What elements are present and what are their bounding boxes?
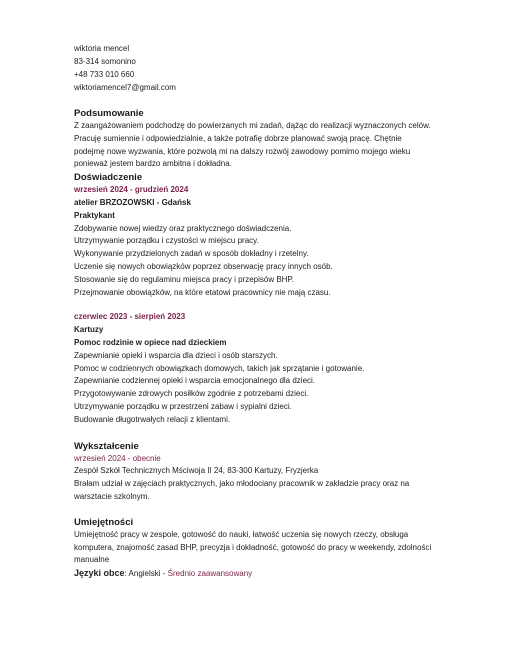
education-school: Zespół Szkół Technicznych Mściwoja II 24, 83-300 Kartuzy, Fryzjerka — [74, 466, 319, 476]
job-duty: Zapewnianie codziennej opieki i wsparcia emocjonalnego dla dzieci. — [74, 376, 316, 386]
language-name: Angielski — [128, 569, 161, 579]
job-entry — [74, 184, 434, 299]
job-employer: atelier BRZOZOWSKI - Gdańsk — [74, 197, 191, 207]
job-duty: Budowanie długotrwałych relacji z klientami. — [74, 414, 231, 424]
experience-title: Doświadczenie — [74, 172, 143, 184]
job-duty: Zapewnianie opieki i wsparcia dla dzieci i osób starszych. — [74, 350, 278, 360]
job-duty: Wykonywanie przydzielonych zadań w sposób dokładny i rzetelny. — [74, 249, 309, 259]
education-title: Wykształcenie — [74, 440, 139, 452]
education-line: warsztacie szkolnym. — [74, 491, 150, 501]
job-employer: Kartuzy — [74, 325, 104, 335]
job-duty: Przejmowanie obowiązków, na które etatowi pracownicy nie mają czasu. — [74, 287, 331, 297]
job-position: Praktykant — [74, 210, 115, 220]
contact-email: wiktoriamencel7@gmail.com — [74, 83, 176, 92]
languages-label: Języki obce — [74, 568, 125, 579]
job-duty: Zdobywanie nowej wiedzy oraz praktycznego doświadczenia. — [74, 223, 292, 233]
education-section — [74, 440, 434, 504]
job-duty: Pomoc w codziennych obowiązkach domowych, takich jak sprzątanie i gotowanie. — [74, 363, 365, 373]
summary-line: podejmę nowe wyzwania, które pozwolą mi na dalszy rozwój zawodowy pomimo mojego wieku — [74, 146, 411, 156]
resume-content — [74, 42, 434, 581]
summary-title: Podsumowanie — [74, 108, 144, 119]
summary-line: ponieważ jestem bardzo ambitna i dokładna. — [74, 159, 232, 169]
job-entry — [74, 311, 434, 426]
experience-section — [74, 171, 434, 426]
job-dates: czerwiec 2023 - sierpień 2023 — [74, 312, 186, 322]
job-duty: Stosowanie się do regulaminu miejsca pracy i przepisów BHP. — [74, 274, 294, 284]
contact-phone: +48 733 010 660 — [74, 70, 135, 79]
skills-title: Umiejętności — [74, 516, 134, 528]
skills-line: komputera, znajomość zasad BHP, precyzja i dokładność, gotowość do pracy w weekendy, zdolności — [74, 542, 432, 552]
education-line: Brałam udział w zajęciach praktycznych, jako młodociany pracownik w zakładzie pracy oraz na — [74, 479, 410, 489]
job-dates: wrzesień 2024 - grudzień 2024 — [74, 185, 189, 195]
job-position: Pomoc rodzinie w opiece nad dzieckiem — [74, 337, 227, 347]
skills-line: manualne — [74, 555, 110, 565]
languages-line — [74, 567, 434, 581]
job-duty: Uczenie się nowych obowiązków poprzez obserwację pracy innych osób. — [74, 261, 333, 271]
summary-section — [74, 107, 434, 171]
contact-postal: 83-314 somonino — [74, 57, 136, 66]
job-duty: Utrzymywanie porządku w przestrzeni zabaw i sypialni dzieci. — [74, 401, 292, 411]
job-duty: Utrzymywanie porządku i czystości w miejscu pracy. — [74, 236, 259, 246]
contact-name: wiktoria mencel — [74, 44, 130, 53]
contact-block — [74, 42, 434, 94]
skills-section — [74, 516, 434, 581]
skills-line: Umiejętność pracy w zespole, gotowość do nauki, łatwość uczenia się nowych rzeczy, obsługa — [74, 529, 409, 539]
languages-colon: : — [124, 569, 129, 579]
education-dates: wrzesień 2024 - obecnie — [74, 453, 161, 463]
language-level: Średnio zaawansowany — [167, 569, 253, 579]
summary-line: Pracuję sumiennie i odpowiedzialnie, a także potrafię dobrze planować swoją pracę. Chętnie — [74, 133, 402, 143]
language-separator: - — [160, 569, 168, 579]
job-duty: Przygotowywanie zdrowych posiłków zgodnie z potrzebami dzieci. — [74, 389, 309, 399]
summary-line: Z zaangażowaniem podchodzę do powierzanych mi zadań, dążąc do realizacji wyznaczonych celów. — [74, 121, 431, 130]
